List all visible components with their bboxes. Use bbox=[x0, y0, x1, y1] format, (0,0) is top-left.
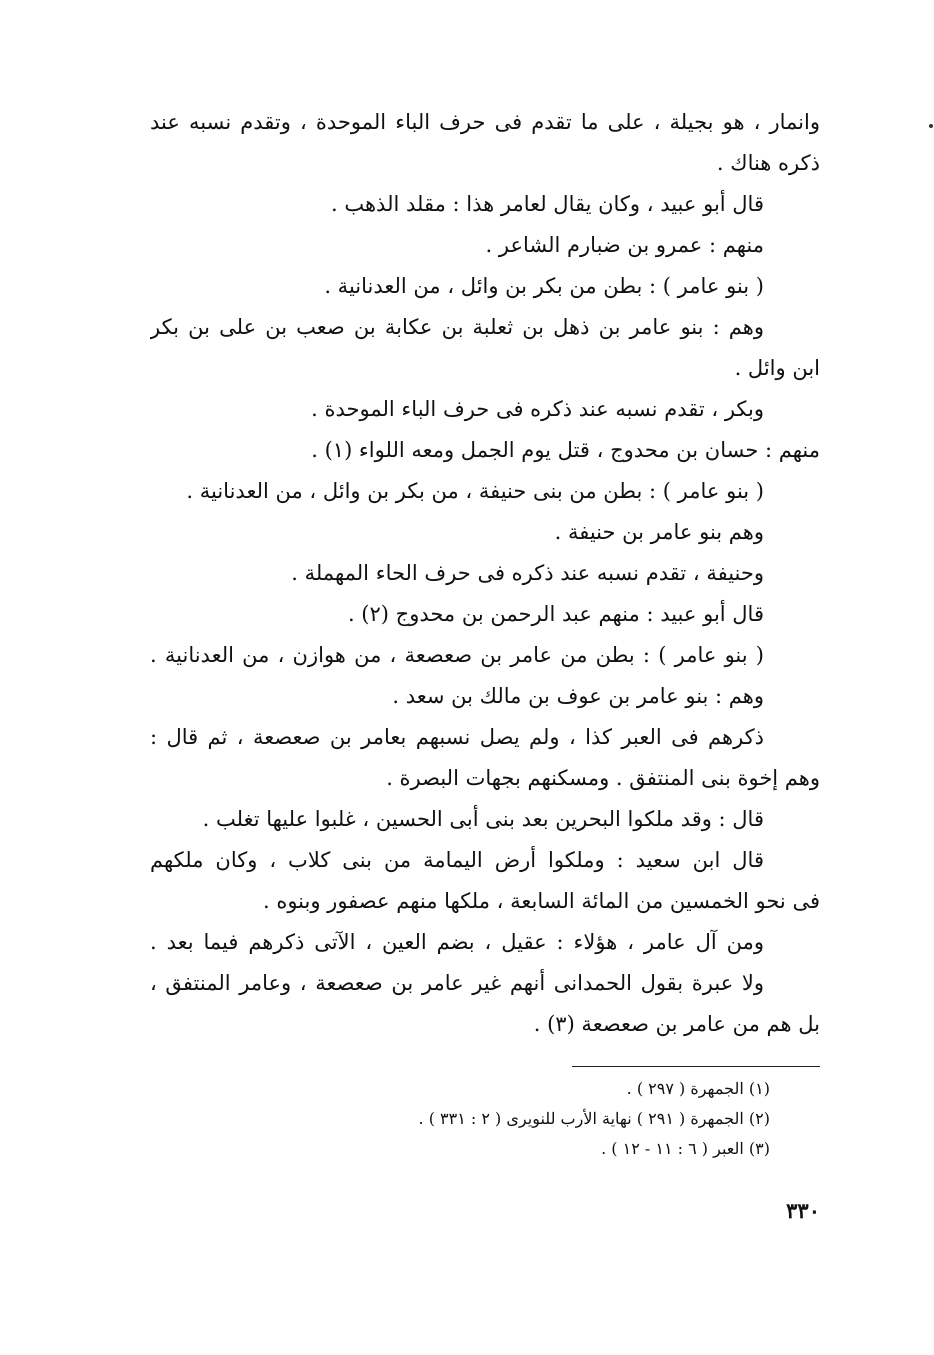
text-line: ذكرهم فى العبر كذا ، ولم يصل نسبهم بعامر بن صعصعة ، ثم قال : bbox=[150, 725, 764, 749]
text-line: وحنيفة ، تقدم نسبه عند ذكره فى حرف الحاء المهملة . bbox=[291, 561, 764, 585]
text-line: فى نحو الخمسين من المائة السابعة ، ملكها منهم عصفور وبنوه . bbox=[262, 889, 820, 913]
main-text bbox=[150, 102, 820, 1045]
text-line: وبكر ، تقدم نسبه عند ذكره فى حرف الباء الموحدة . bbox=[311, 397, 764, 421]
text-line: وهم : بنو عامر بن عوف بن مالك بن سعد . bbox=[392, 684, 764, 708]
text-line: وهم : بنو عامر بن ذهل بن ثعلبة بن عكابة بن صعب بن على بن بكر bbox=[150, 315, 764, 339]
text-line: ابن وائل . bbox=[734, 356, 820, 380]
text-line: ذكره هناك . bbox=[716, 151, 820, 175]
text-line: منهم : حسان بن محدوج ، قتل يوم الجمل ومعه اللواء (١) . bbox=[311, 438, 820, 462]
text-line: ( بنو عامر ) : بطن من بكر بن وائل ، من العدنانية . bbox=[324, 274, 764, 298]
text-line: ومن آل عامر ، هؤلاء : عقيل ، بضم العين ، الآتى ذكرهم فيما بعد . bbox=[150, 930, 764, 954]
text-line: منهم : عمرو بن ضبارم الشاعر . bbox=[485, 233, 764, 257]
text-line: قال أبو عبيد ، وكان يقال لعامر هذا : مقلد الذهب . bbox=[331, 192, 764, 216]
footnote: (٣) العبر ( ٦ : ١١ - ١٢ ) . bbox=[601, 1139, 770, 1158]
page-edge-mark bbox=[929, 124, 933, 128]
text-line: ولا عبرة بقول الحمدانى أنهم غير عامر بن صعصعة ، وعامر المنتفق ، bbox=[150, 971, 764, 995]
footnotes bbox=[300, 1074, 770, 1164]
footnote-divider bbox=[572, 1066, 820, 1067]
page-number: ٣٣٠ bbox=[786, 1198, 820, 1223]
text-line: وانمار ، هو بجيلة ، على ما تقدم فى حرف الباء الموحدة ، وتقدم نسبه عند bbox=[150, 110, 820, 134]
footnote: (٢) الجمهرة ( ٢٩١ ) نهاية الأرب للنويرى ( ٢ : ٣٣١ ) . bbox=[418, 1109, 770, 1128]
text-line: قال ابن سعيد : وملكوا أرض اليمامة من بنى كلاب ، وكان ملكهم bbox=[150, 848, 764, 872]
text-line: وهم إخوة بنى المنتفق . ومسكنهم بجهات البصرة . bbox=[386, 766, 820, 790]
text-line: ( بنو عامر ) : بطن من عامر بن صعصعة ، من هوازن ، من العدنانية . bbox=[150, 643, 764, 667]
footnote: (١) الجمهرة ( ٢٩٧ ) . bbox=[626, 1079, 770, 1098]
text-line: بل هم من عامر بن صعصعة (٣) . bbox=[533, 1012, 820, 1036]
text-line: وهم بنو عامر بن حنيفة . bbox=[554, 520, 764, 544]
text-line: قال : وقد ملكوا البحرين بعد بنى أبى الحسين ، غلبوا عليها تغلب . bbox=[202, 807, 764, 831]
text-line: ( بنو عامر ) : بطن من بنى حنيفة ، من بكر بن وائل ، من العدنانية . bbox=[186, 479, 764, 503]
text-line: قال أبو عبيد : منهم عبد الرحمن بن محدوج (٢) . bbox=[347, 602, 764, 626]
